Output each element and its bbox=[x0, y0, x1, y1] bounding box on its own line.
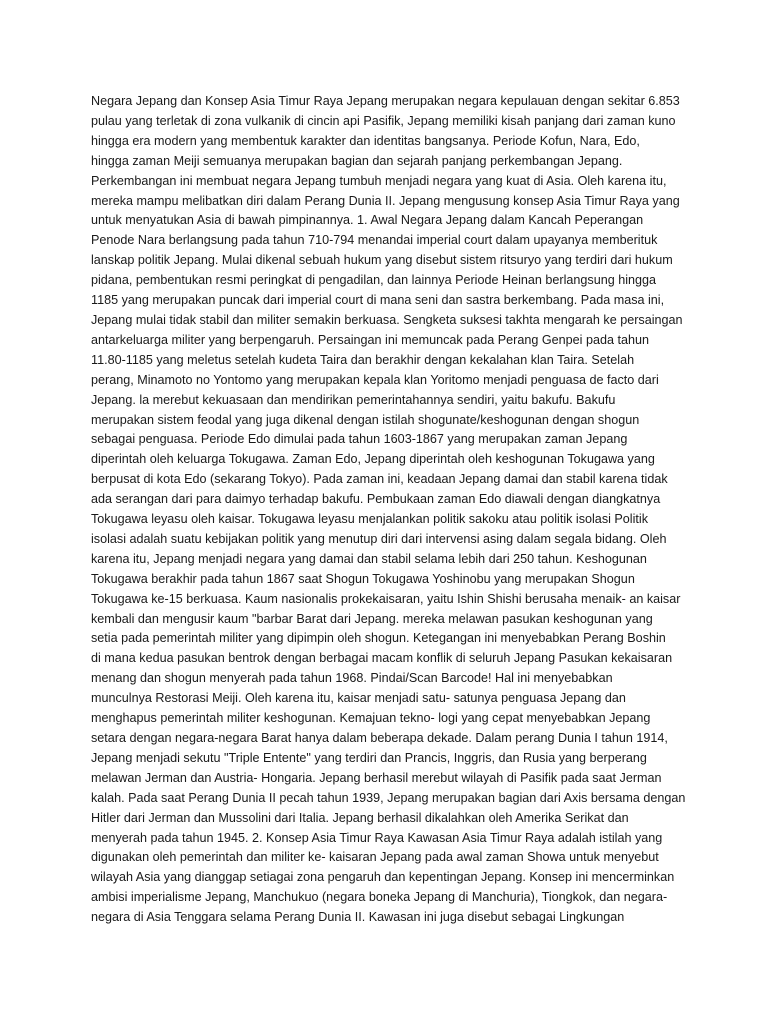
text-line: Tokugawa ke-15 berkuasa. Kaum nasionalis prokekaisaran, yaitu Ishin Shishi berusaha menaik- an kaisar bbox=[91, 591, 681, 606]
text-line: sebagai penguasa. Periode Edo dimulai pada tahun 1603-1867 yang merupakan zaman Jepang bbox=[91, 432, 628, 447]
text-line: karena itu, Jepang menjadi negara yang damai dan stabil selama lebih dari 250 tahun. Keshogunan bbox=[91, 551, 647, 566]
text-line: kembali dan mengusir kaum "barbar Barat dari Jepang. mereka melawan pasukan keshogunan yang bbox=[91, 611, 653, 626]
text-line: hingga zaman Meiji semuanya merupakan bagian dan sejarah panjang perkembangan Jepang. bbox=[91, 153, 623, 168]
text-line: menyerah pada tahun 1945. 2. Konsep Asia Timur Raya Kawasan Asia Timur Raya adalah istilah yang bbox=[91, 830, 663, 845]
text-line: lanskap politik Jepang. Mulai dikenal sebuah hukum yang disebut sistem ritsuryo yang terdiri dari hukum bbox=[91, 253, 673, 268]
text-line: Jepang menjadi sekutu "Triple Entente" yang terdiri dan Prancis, Inggris, dan Rusia yang berperang bbox=[91, 750, 647, 765]
text-line: mereka mampu melibatkan diri dalam Perang Dunia II. Jepang mengusung konsep Asia Timur Raya yang bbox=[91, 193, 680, 208]
text-line: merupakan sistem feodal yang juga dikenal dengan istilah shogunate/keshogunan dengan shogun bbox=[91, 412, 640, 427]
text-line: menghapus pemerintah militer keshogunan. Kemajuan tekno- logi yang cepat menyebabkan Jepang bbox=[91, 711, 651, 726]
text-line: setara dengan negara-negara Barat hanya dalam beberapa dekade. Dalam perang Dunia I tahun 1914, bbox=[91, 731, 668, 745]
text-line: di mana kedua pasukan bentrok dengan berbagai macam konflik di seluruh Jepang Pasukan kekaisaran bbox=[91, 651, 673, 666]
text-line: isolasi adalah suatu kebijakan politik yang menutup diri dari intervensi asing dalam segala bidang. Oleh bbox=[91, 531, 667, 546]
text-line: diperintah oleh keluarga Tokugawa. Zaman Edo, Jepang diperintah oleh keshogunan Tokugawa yang bbox=[91, 452, 655, 467]
text-line: perang, Minamoto no Yontomo yang merupakan kepala klan Yoritomo menjadi penguasa de facto dari bbox=[91, 372, 659, 387]
text-line: pidana, pembentukan resmi peringkat di pengadilan, dan lainnya Periode Heinan berlangsung hingga bbox=[91, 273, 657, 288]
text-line: menang dan shogun menyerah pada tahun 1968. Pindai/Scan Barcode! Hal ini menyebabkan bbox=[91, 671, 613, 686]
text-line: 1185 yang merupakan puncak dari imperial court di mana seni dan sastra berkembang. Pada masa ini, bbox=[91, 293, 665, 308]
text-line: Penode Nara berlangsung pada tahun 710-794 menandai imperial court dalam upayanya memberituk bbox=[91, 233, 658, 248]
text-line: hingga era modern yang membentuk karakter dan identitas bangsanya. Periode Kofun, Nara, Edo, bbox=[91, 133, 640, 148]
text-line: Tokugawa leyasu oleh kaisar. Tokugawa leyasu menjalankan politik sakoku atau politik isolasi Politik bbox=[91, 512, 649, 527]
text-line: melawan Jerman dan Austria- Hongaria. Jepang berhasil merebut wilayah di Pasifik pada saat Jerman bbox=[91, 770, 662, 785]
text-line: munculnya Restorasi Meiji. Oleh karena itu, kaisar menjadi satu- satunya penguasa Jepang dan bbox=[91, 691, 626, 706]
text-line: digunakan oleh pemerintah dan militer ke- kaisaran Jepang pada awal zaman Showa untuk menyebut bbox=[91, 850, 659, 865]
text-line: kalah. Pada saat Perang Dunia II pecah tahun 1939, Jepang merupakan bagian dari Axis bersama dengan bbox=[91, 790, 686, 805]
text-line: pulau yang terletak di zona vulkanik di cincin api Pasifik, Jepang memiliki kisah panjang dari zaman kuno bbox=[91, 113, 676, 128]
text-line: ambisi imperialisme Jepang, Manchukuo (negara boneka Jepang di Manchuria), Tiongkok, dan negara- bbox=[91, 890, 668, 905]
text-line: negara di Asia Tenggara selama Perang Dunia II. Kawasan ini juga disebut sebagai Lingkungan bbox=[91, 910, 625, 925]
text-line: berpusat di kota Edo (sekarang Tokyo). Pada zaman ini, keadaan Jepang damai dan stabil karena tidak bbox=[91, 472, 668, 487]
text-line: antarkeluarga militer yang berpengaruh. Persaingan ini memuncak pada Perang Genpei pada tahun bbox=[91, 332, 649, 347]
text-line: 11.80-1185 yang meletus setelah kudeta Taira dan berakhir dengan kekalahan klan Taira. Setelah bbox=[91, 352, 635, 367]
text-line: Tokugawa berakhir pada tahun 1867 saat Shogun Tokugawa Yoshinobu yang merupakan Shogun bbox=[91, 571, 635, 586]
text-line: untuk menyatukan Asia di bawah pimpinannya. 1. Awal Negara Jepang dalam Kancah Peperangan bbox=[91, 213, 644, 228]
text-line: Hitler dari Jerman dan Mussolini dari Italia. Jepang berhasil dikalahkan oleh Amerika Serikat dan bbox=[91, 810, 629, 825]
text-line: ada serangan dari para daimyo terhadap bakufu. Pembukaan zaman Edo diawali dengan diangkatnya bbox=[91, 492, 661, 507]
text-line: setia pada pemerintah militer yang dipimpin oleh shogun. Ketegangan ini menyebabkan Perang Boshin bbox=[91, 631, 666, 646]
text-line: Jepang. la merebut kekuasaan dan mendirikan pemerintahannya sendiri, yaitu bakufu. Bakufu bbox=[91, 392, 616, 407]
body-text bbox=[91, 92, 691, 928]
text-line: wilayah Asia yang dianggap setiagai zona pengaruh dan kepentingan Jepang. Konsep ini mencerminkan bbox=[91, 870, 675, 885]
text-line: Negara Jepang dan Konsep Asia Timur Raya Jepang merupakan negara kepulauan dengan sekitar 6.853 bbox=[91, 94, 680, 108]
text-line: Jepang mulai tidak stabil dan militer semakin berkuasa. Sengketa suksesi takhta mengarah ke persaingan bbox=[91, 312, 683, 327]
text-line: Perkembangan ini membuat negara Jepang tumbuh menjadi negara yang kuat di Asia. Oleh karena itu, bbox=[91, 173, 667, 188]
